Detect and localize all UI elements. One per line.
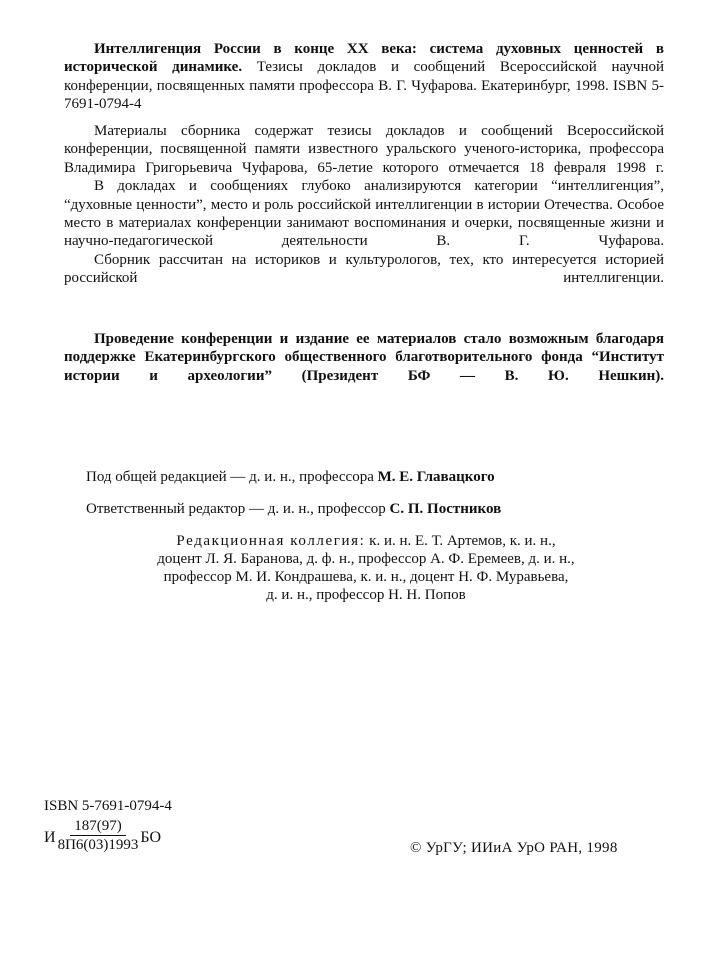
copyright: © УрГУ; ИИиА УрО РАН, 1998 bbox=[410, 840, 618, 856]
catalog-index-denominator: 8П6(03)1993 bbox=[57, 837, 139, 853]
editorial-board-members-1: к. и. н. Е. Т. Артемов, к. и. н., bbox=[369, 533, 556, 549]
editorial-board-label: Редакционная коллегия: bbox=[176, 533, 366, 549]
annotation-paragraph-3: Сборник рассчитан на историков и культурологов, тех, кто интересуется историей российской интеллигенции. bbox=[64, 251, 664, 287]
general-editor-role: Под общей редакцией — д. и. н., профессора bbox=[86, 469, 374, 485]
catalog-index-suffix: БО bbox=[140, 829, 162, 846]
sponsor-note: Проведение конференции и издание ее материалов стало возможным благодаря поддержке Екатеринбургского общественного благотворительного фонда “Институт истории и археологии” (Президент БФ — В. Ю. Нешкин). bbox=[64, 331, 664, 384]
responsible-editor bbox=[86, 500, 646, 518]
catalog-index-numerator: 187(97) bbox=[70, 818, 126, 836]
responsible-editor-name: С. П. Постников bbox=[389, 501, 502, 517]
book-title: Интеллигенция России в конце XX века: система духовных ценностей в исторической динамике. bbox=[64, 41, 664, 76]
bibliographic-record bbox=[64, 40, 664, 114]
editors-block bbox=[86, 468, 646, 604]
editorial-board-line-1 bbox=[86, 532, 646, 550]
editorial-board-line-4: д. и. н., профессор Н. Н. Попов bbox=[266, 587, 466, 603]
responsible-editor-role: Ответственный редактор — д. и. н., профессор bbox=[86, 501, 386, 517]
catalog-index-letter: И bbox=[44, 829, 56, 846]
isbn: ISBN 5-7691-0794-4 bbox=[44, 798, 172, 814]
editorial-board-line-2: доцент Л. Я. Баранова, д. ф. н., профессор А. Ф. Еремеев, д. и. н., bbox=[157, 551, 575, 567]
catalog-index bbox=[44, 818, 161, 854]
book-description: Тезисы докладов и сообщений Всероссийской научной конференции, посвященных памяти профессора В. Г. Чуфарова. Екатеринбург, 1998. ISBN 5-7691-0794-4 bbox=[64, 59, 664, 113]
general-editor-name: М. Е. Главацкого bbox=[377, 469, 495, 485]
catalog-index-fraction bbox=[58, 818, 139, 854]
annotation bbox=[64, 122, 664, 288]
annotation-paragraph-1: Материалы сборника содержат тезисы докладов и сообщений Всероссийской конференции, посвященной памяти известного уральского ученого-историка, профессора Владимира Григорьевича Чуфарова, 65-летие которого отмечается 18 февраля 1998 г. bbox=[64, 123, 664, 176]
editorial-board-line-3: профессор М. И. Кондрашева, к. и. н., доцент Н. Ф. Муравьева, bbox=[163, 569, 569, 585]
editorial-board bbox=[86, 532, 646, 604]
annotation-paragraph-2: В докладах и сообщениях глубоко анализируются категории “интеллигенция”, “духовные ценности”, место и роль российской интеллигенции в истории Отечества. Особое место в материалах конференции занимают воспоминания и очерки, посвященные жизни и научно-педагогической деятельности В. Г. Чуфарова. bbox=[64, 178, 664, 250]
general-editor bbox=[86, 468, 646, 486]
